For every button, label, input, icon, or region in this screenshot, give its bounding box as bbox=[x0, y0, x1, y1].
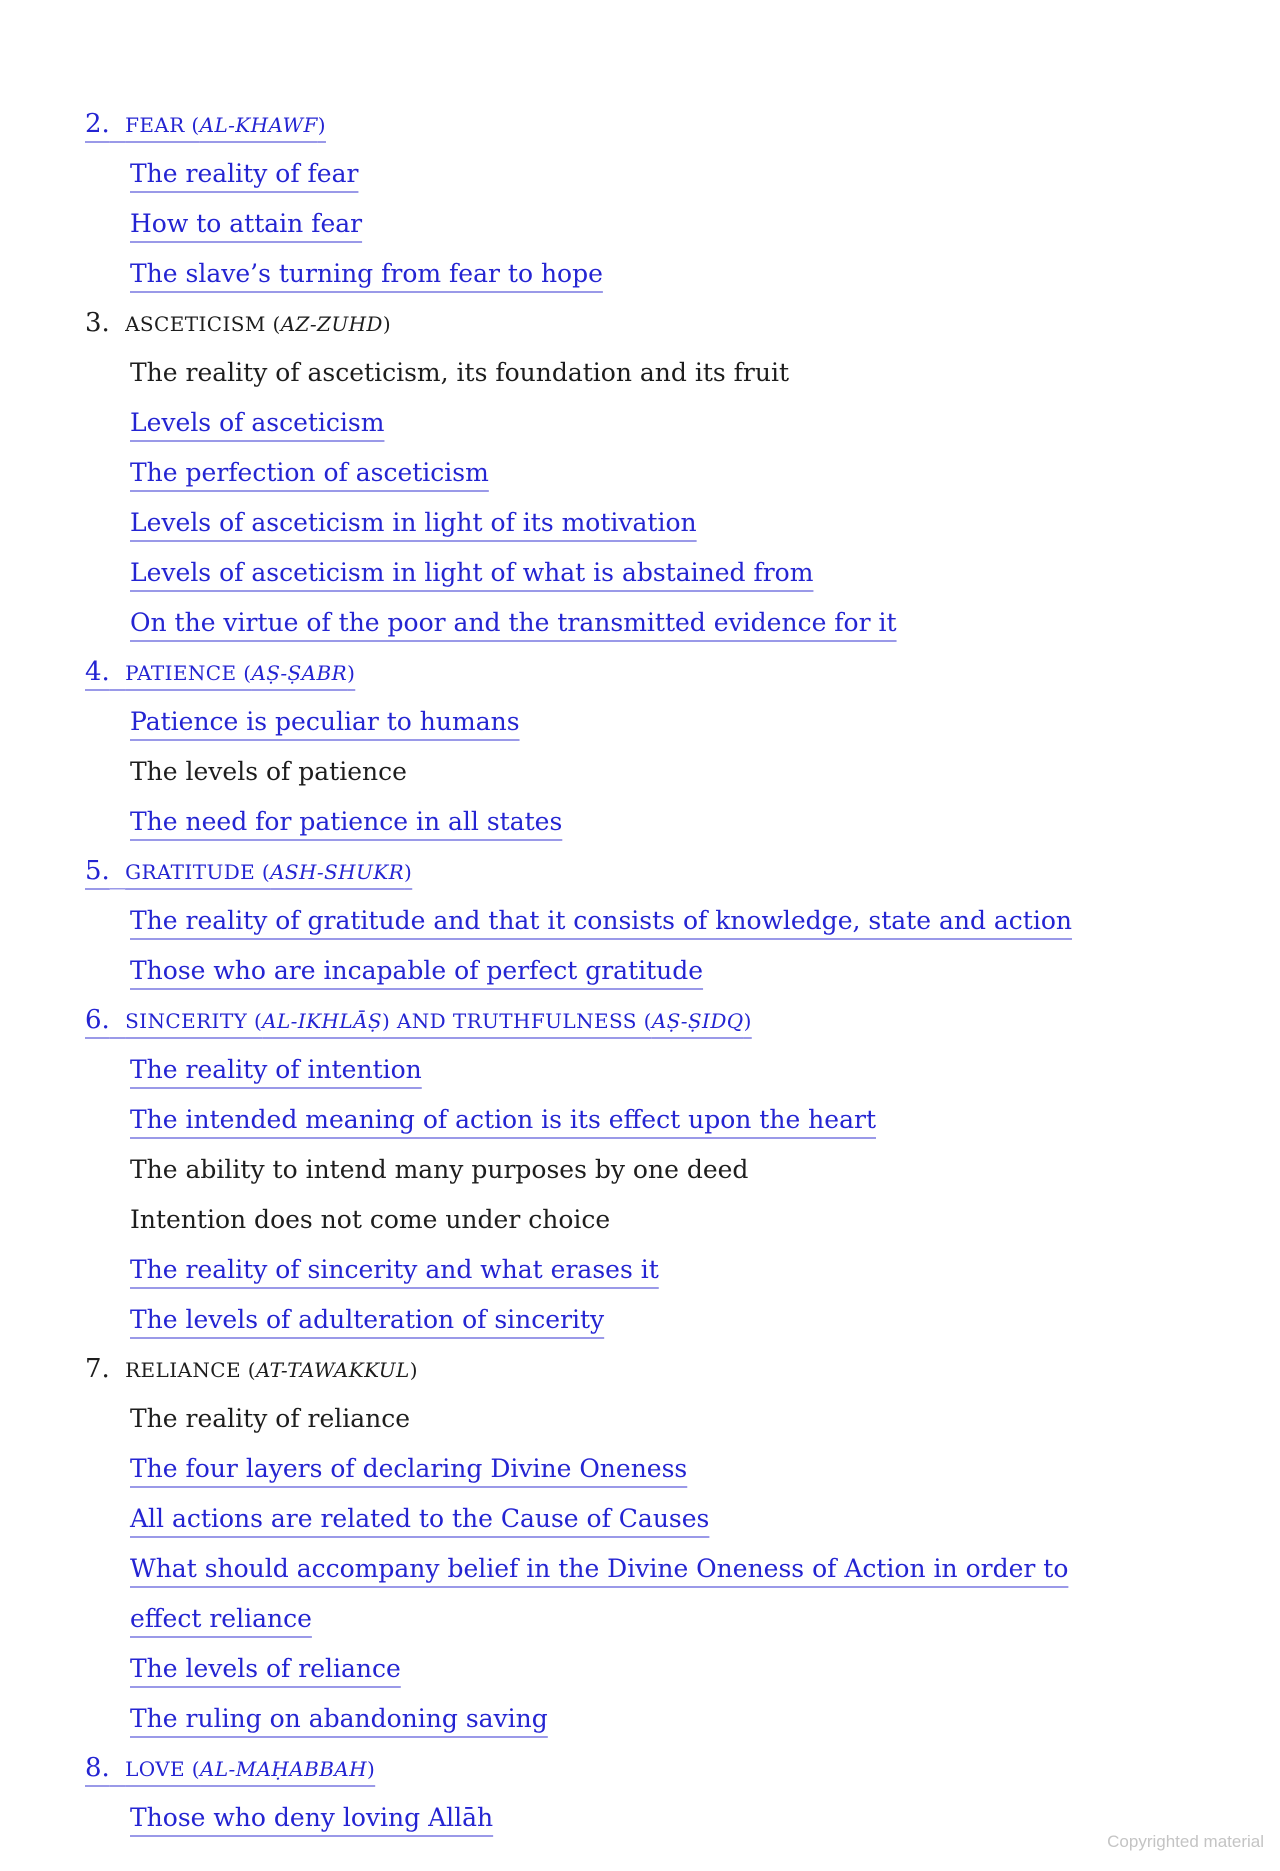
section-title-segment: ) bbox=[366, 1757, 376, 1781]
toc-item-link[interactable]: How to attain fear bbox=[130, 209, 363, 238]
section-title-segment: ) bbox=[404, 860, 413, 884]
toc-item-row bbox=[0, 1495, 1080, 1545]
toc-section-row bbox=[0, 101, 1280, 150]
toc-item-link[interactable]: The four layers of declaring Divine Oneness bbox=[130, 1454, 688, 1483]
toc-item-row bbox=[0, 1096, 1080, 1146]
toc-item-link[interactable]: All actions are related to the Cause of Causes bbox=[130, 1504, 710, 1533]
section-title bbox=[125, 661, 355, 685]
section-title-segment: AL-IKHLĀṢ bbox=[262, 1009, 382, 1033]
toc-section-heading-link[interactable] bbox=[85, 1753, 376, 1783]
toc-item-row bbox=[0, 1794, 1080, 1844]
section-number: 6. bbox=[85, 1005, 110, 1035]
toc-item-row bbox=[0, 1645, 1080, 1695]
toc-item-row bbox=[0, 1246, 1080, 1296]
toc-item-row bbox=[0, 748, 1080, 798]
toc-item-row bbox=[0, 1545, 1080, 1645]
section-title-segment: ) bbox=[743, 1009, 752, 1033]
toc-item-text: The levels of patience bbox=[130, 757, 407, 786]
section-title-segment: AL-MAḤABBAH bbox=[200, 1757, 367, 1781]
toc-item-row bbox=[0, 250, 1080, 300]
section-title-segment: ) bbox=[347, 661, 356, 685]
section-title-segment: ASH-SHUKR bbox=[270, 860, 405, 884]
section-number: 8. bbox=[85, 1753, 110, 1783]
toc-item-link[interactable]: The reality of sincerity and what erases it bbox=[130, 1255, 659, 1284]
section-number: 2. bbox=[85, 109, 110, 139]
toc-section-heading-link[interactable] bbox=[85, 109, 326, 139]
toc-item-link[interactable]: What should accompany belief in the Divine Oneness of Action in order to effect reliance bbox=[130, 1554, 1069, 1633]
toc-item-row bbox=[0, 499, 1080, 549]
section-title-segment: ) bbox=[409, 1358, 418, 1382]
toc-section-row bbox=[0, 997, 1280, 1046]
toc-section-row bbox=[0, 649, 1280, 698]
section-title-segment: AṢ-ṢIDQ bbox=[651, 1009, 744, 1033]
toc-item-row bbox=[0, 599, 1080, 649]
toc-item-row bbox=[0, 200, 1080, 250]
toc-item-text: The reality of asceticism, its foundation and its fruit bbox=[130, 358, 790, 387]
toc-section-heading bbox=[85, 308, 392, 338]
toc-item-link[interactable]: Levels of asceticism bbox=[130, 408, 385, 437]
toc-item-link[interactable]: The ruling on abandoning saving bbox=[130, 1704, 548, 1733]
toc-item-text: The reality of reliance bbox=[130, 1404, 411, 1433]
toc-item-link[interactable]: The levels of reliance bbox=[130, 1654, 401, 1683]
section-title bbox=[125, 312, 391, 336]
section-title-segment: ) bbox=[382, 312, 392, 336]
toc-item-link[interactable]: The intended meaning of action is its effect upon the heart bbox=[130, 1105, 876, 1134]
section-number: 4. bbox=[85, 657, 110, 687]
toc-section-row bbox=[0, 1745, 1280, 1794]
toc-item-text: Intention does not come under choice bbox=[130, 1205, 611, 1234]
toc-item-link[interactable]: Those who are incapable of perfect gratitude bbox=[130, 956, 704, 985]
toc-item-row bbox=[0, 399, 1080, 449]
toc-list bbox=[0, 101, 1280, 1844]
toc-item-row bbox=[0, 1695, 1080, 1745]
toc-item-row bbox=[0, 1395, 1080, 1445]
toc-item-link[interactable]: The levels of adulteration of sincerity bbox=[130, 1305, 605, 1334]
toc-item-row bbox=[0, 947, 1080, 997]
toc-item-link[interactable]: The perfection of asceticism bbox=[130, 458, 489, 487]
section-title-segment: AZ-ZUHD bbox=[280, 312, 383, 336]
section-title bbox=[125, 1358, 418, 1382]
toc-item-link[interactable]: The reality of intention bbox=[130, 1055, 422, 1084]
section-number: 5. bbox=[85, 856, 110, 886]
toc-item-row bbox=[0, 1296, 1080, 1346]
toc-section-heading-link[interactable] bbox=[85, 1005, 752, 1035]
watermark: Copyrighted material bbox=[1107, 1832, 1264, 1851]
toc-item-row bbox=[0, 897, 1080, 947]
toc-section-heading-link[interactable] bbox=[85, 657, 356, 687]
toc-item-row bbox=[0, 1146, 1080, 1196]
section-title-segment: AṢ-ṢABR bbox=[251, 661, 348, 685]
toc-section-heading bbox=[85, 1354, 418, 1384]
toc-item-link[interactable]: On the virtue of the poor and the transmitted evidence for it bbox=[130, 608, 897, 637]
toc-item-link[interactable]: The reality of gratitude and that it consists of knowledge, state and action bbox=[130, 906, 1073, 935]
section-number: 3. bbox=[85, 308, 110, 338]
toc-item-link[interactable]: Patience is peculiar to humans bbox=[130, 707, 520, 736]
toc-section-row bbox=[0, 300, 1280, 349]
section-title bbox=[125, 1009, 752, 1033]
toc-item-link[interactable]: The reality of fear bbox=[130, 159, 359, 188]
toc-section-row bbox=[0, 1346, 1280, 1395]
section-title-segment: FEAR ( bbox=[125, 113, 200, 137]
section-title bbox=[125, 1757, 375, 1781]
section-title-segment: RELIANCE ( bbox=[125, 1358, 256, 1382]
section-title-segment: AL-KHAWF bbox=[199, 113, 318, 137]
toc-item-row bbox=[0, 449, 1080, 499]
toc-item-row bbox=[0, 1196, 1080, 1246]
toc-item-row bbox=[0, 549, 1080, 599]
section-title-segment: PATIENCE ( bbox=[125, 661, 252, 685]
toc-item-row bbox=[0, 1046, 1080, 1096]
toc-item-link[interactable]: Levels of asceticism in light of what is abstained from bbox=[130, 558, 814, 587]
section-title-segment: ) AND TRUTHFULNESS ( bbox=[381, 1009, 652, 1033]
toc-item-link[interactable]: The slave’s turning from fear to hope bbox=[130, 259, 603, 288]
section-title-segment: LOVE ( bbox=[125, 1757, 201, 1781]
section-title bbox=[125, 860, 412, 884]
section-title-segment: SINCERITY ( bbox=[125, 1009, 263, 1033]
section-number: 7. bbox=[85, 1354, 110, 1384]
section-title-segment: ) bbox=[317, 113, 326, 137]
toc-item-link[interactable]: The need for patience in all states bbox=[130, 807, 563, 836]
toc-item-text: The ability to intend many purposes by one deed bbox=[130, 1155, 749, 1184]
toc-item-row bbox=[0, 150, 1080, 200]
toc-item-row bbox=[0, 1445, 1080, 1495]
toc-item-row bbox=[0, 798, 1080, 848]
section-title bbox=[125, 113, 326, 137]
toc-item-link[interactable]: Levels of asceticism in light of its motivation bbox=[130, 508, 697, 537]
toc-item-link[interactable]: Those who deny loving Allāh bbox=[130, 1803, 494, 1832]
toc-section-heading-link[interactable] bbox=[85, 856, 413, 886]
section-title-segment: AT-TAWAKKUL bbox=[255, 1358, 410, 1382]
toc-item-row bbox=[0, 698, 1080, 748]
toc-item-row bbox=[0, 349, 1080, 399]
section-title-segment: GRATITUDE ( bbox=[125, 860, 271, 884]
toc-section-row bbox=[0, 848, 1280, 897]
section-title-segment: ASCETICISM ( bbox=[125, 312, 281, 336]
